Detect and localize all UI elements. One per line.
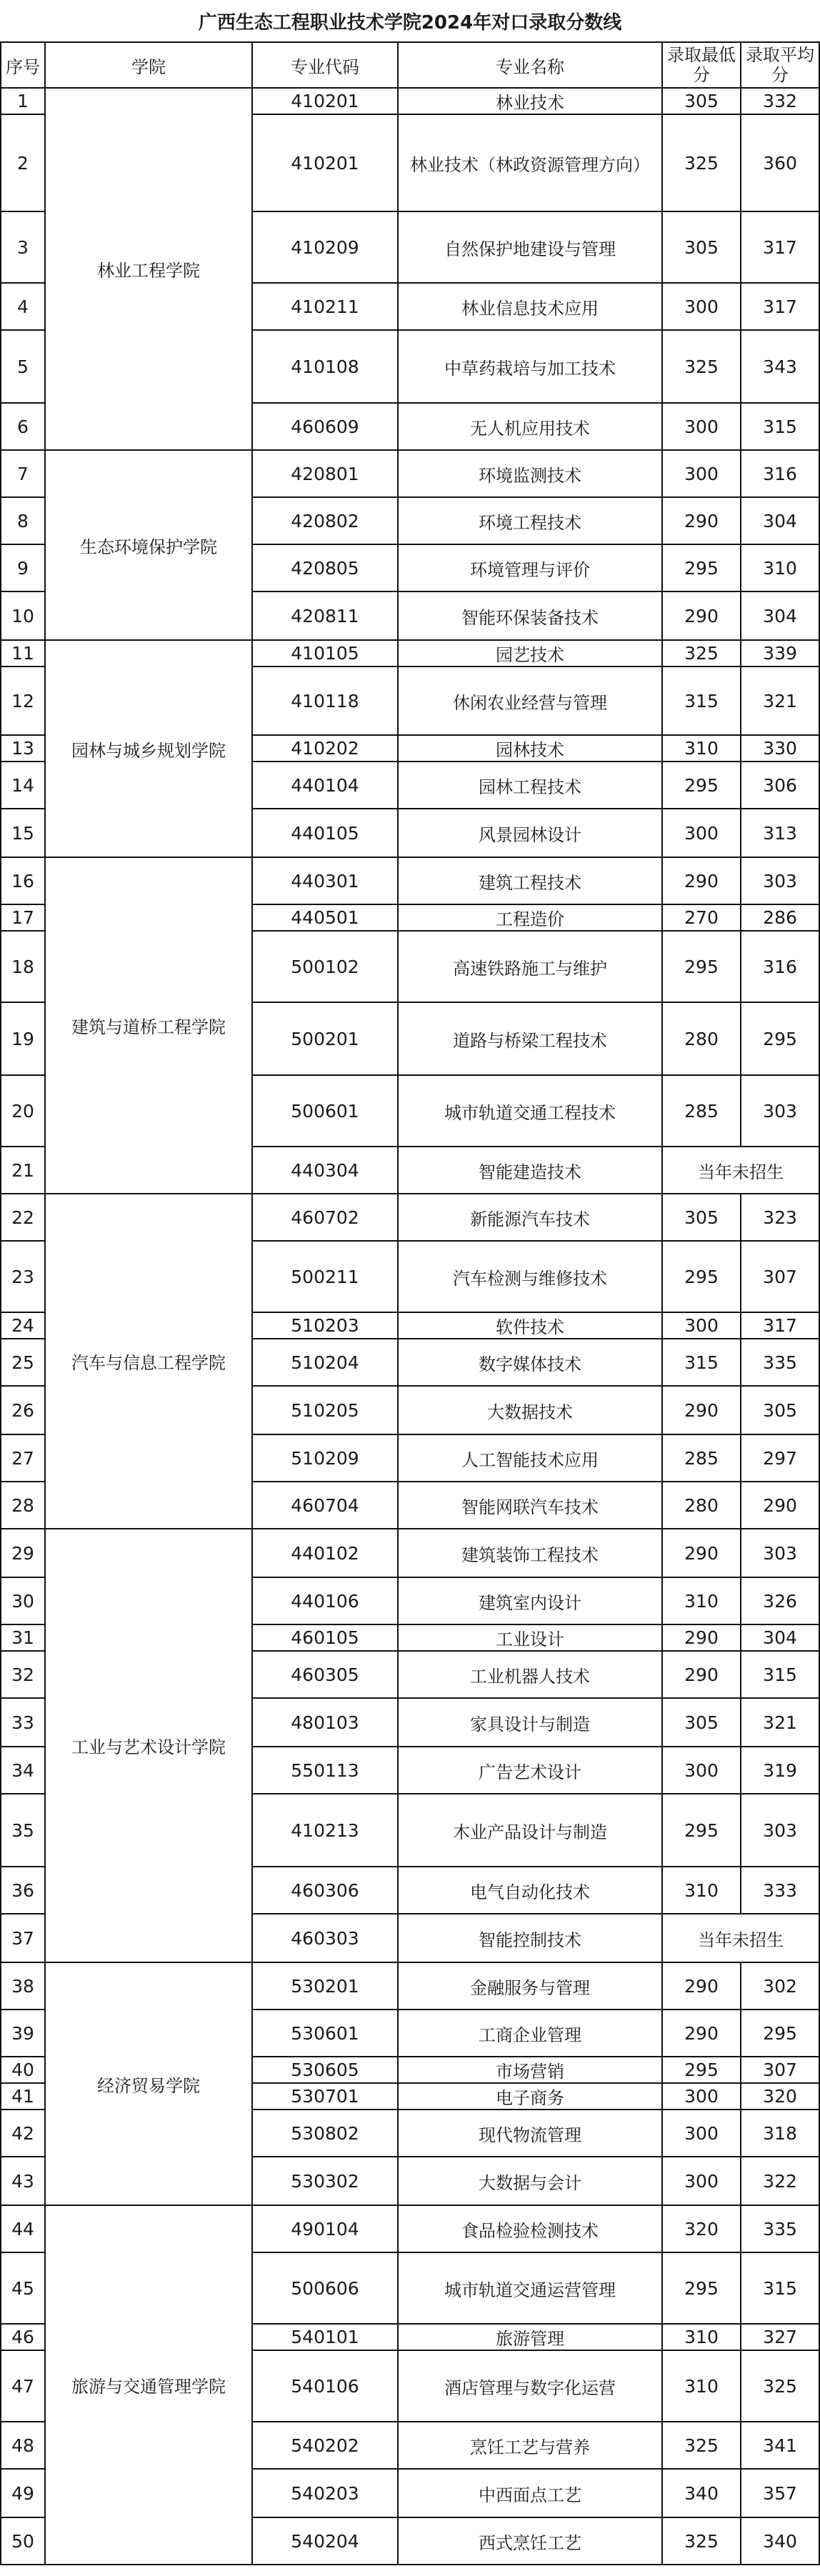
avg-score: 317 [741, 283, 819, 330]
min-score: 295 [662, 2057, 741, 2083]
major-code: 540204 [252, 2517, 398, 2565]
avg-score: 303 [741, 1529, 819, 1577]
min-score: 300 [662, 450, 741, 497]
major-code: 500211 [252, 1241, 398, 1312]
major-name: 酒店管理与数字化运营 [398, 2350, 662, 2422]
row-index: 50 [1, 2517, 45, 2565]
min-score: 285 [662, 1434, 741, 1482]
major-name: 智能建造技术 [398, 1147, 662, 1194]
avg-score: 326 [741, 1577, 819, 1624]
major-name: 电气自动化技术 [398, 1867, 662, 1914]
header-code: 专业代码 [252, 42, 398, 88]
college-name: 林业工程学院 [45, 88, 252, 450]
row-index: 30 [1, 1577, 45, 1624]
row-index: 6 [1, 403, 45, 450]
avg-score: 303 [741, 1794, 819, 1867]
row-index: 47 [1, 2350, 45, 2422]
major-code: 440501 [252, 904, 398, 931]
major-name: 大数据与会计 [398, 2157, 662, 2205]
major-code: 410209 [252, 211, 398, 283]
min-score: 295 [662, 2252, 741, 2324]
avg-score: 320 [741, 2083, 819, 2110]
min-score: 290 [662, 1624, 741, 1651]
avg-score: 315 [741, 1651, 819, 1698]
row-index: 46 [1, 2324, 45, 2350]
min-score: 295 [662, 1241, 741, 1312]
major-code: 500201 [252, 1002, 398, 1075]
table-body [1, 88, 819, 2565]
major-code: 510204 [252, 1339, 398, 1386]
header-major: 专业名称 [398, 42, 662, 88]
header-avg-score: 录取平均分 [741, 42, 819, 88]
major-name: 金融服务与管理 [398, 1962, 662, 2010]
row-index: 48 [1, 2422, 45, 2469]
table-row [1, 857, 819, 904]
avg-score: 295 [741, 2010, 819, 2057]
major-code: 460305 [252, 1651, 398, 1698]
row-index: 33 [1, 1698, 45, 1747]
major-name: 林业技术 [398, 88, 662, 114]
avg-score: 319 [741, 1747, 819, 1794]
title-row [1, 0, 819, 42]
avg-score: 310 [741, 544, 819, 591]
min-score: 290 [662, 1386, 741, 1434]
major-name: 电子商务 [398, 2083, 662, 2110]
avg-score: 325 [741, 2350, 819, 2422]
min-score: 295 [662, 931, 741, 1002]
row-index: 19 [1, 1002, 45, 1075]
min-score: 340 [662, 2469, 741, 2517]
major-code: 410105 [252, 640, 398, 667]
row-index: 39 [1, 2010, 45, 2057]
major-name: 环境管理与评价 [398, 544, 662, 591]
major-code: 530201 [252, 1962, 398, 2010]
avg-score: 304 [741, 497, 819, 544]
major-code: 440106 [252, 1577, 398, 1624]
row-index: 7 [1, 450, 45, 497]
major-code: 420802 [252, 497, 398, 544]
row-index: 45 [1, 2252, 45, 2324]
major-name: 城市轨道交通运营管理 [398, 2252, 662, 2324]
major-name: 城市轨道交通工程技术 [398, 1075, 662, 1147]
major-name: 智能网联汽车技术 [398, 1482, 662, 1529]
row-index: 10 [1, 591, 45, 640]
min-score: 305 [662, 211, 741, 283]
major-code: 500102 [252, 931, 398, 1002]
major-code: 420811 [252, 591, 398, 640]
major-code: 540101 [252, 2324, 398, 2350]
row-index: 15 [1, 809, 45, 857]
avg-score: 307 [741, 1241, 819, 1312]
major-name: 市场营销 [398, 2057, 662, 2083]
min-score: 320 [662, 2205, 741, 2252]
major-name: 风景园林设计 [398, 809, 662, 857]
avg-score: 305 [741, 1386, 819, 1434]
row-index: 31 [1, 1624, 45, 1651]
major-name: 林业技术（林政资源管理方向） [398, 114, 662, 211]
major-name: 工业设计 [398, 1624, 662, 1651]
avg-score: 302 [741, 1962, 819, 2010]
row-index: 35 [1, 1794, 45, 1867]
row-index: 27 [1, 1434, 45, 1482]
major-code: 530605 [252, 2057, 398, 2083]
row-index: 3 [1, 211, 45, 283]
row-index: 12 [1, 667, 45, 735]
table-row [1, 640, 819, 667]
avg-score: 357 [741, 2469, 819, 2517]
table-row [1, 1529, 819, 1577]
not-enrolled-note: 当年未招生 [662, 1147, 819, 1194]
major-code: 530701 [252, 2083, 398, 2110]
avg-score: 304 [741, 591, 819, 640]
major-name: 新能源汽车技术 [398, 1194, 662, 1241]
major-name: 环境监测技术 [398, 450, 662, 497]
min-score: 325 [662, 330, 741, 403]
min-score: 300 [662, 2083, 741, 2110]
major-code: 420805 [252, 544, 398, 591]
major-code: 410213 [252, 1794, 398, 1867]
avg-score: 290 [741, 1482, 819, 1529]
major-code: 510205 [252, 1386, 398, 1434]
major-name: 休闲农业经营与管理 [398, 667, 662, 735]
min-score: 290 [662, 1529, 741, 1577]
row-index: 18 [1, 931, 45, 1002]
min-score: 300 [662, 809, 741, 857]
row-index: 34 [1, 1747, 45, 1794]
header-index: 序号 [1, 42, 45, 88]
row-index: 42 [1, 2110, 45, 2157]
avg-score: 321 [741, 1698, 819, 1747]
min-score: 290 [662, 497, 741, 544]
major-name: 中西面点工艺 [398, 2469, 662, 2517]
min-score: 310 [662, 1867, 741, 1914]
major-name: 大数据技术 [398, 1386, 662, 1434]
major-code: 440304 [252, 1147, 398, 1194]
min-score: 295 [662, 1794, 741, 1867]
row-index: 21 [1, 1147, 45, 1194]
avg-score: 343 [741, 330, 819, 403]
major-code: 440301 [252, 857, 398, 904]
header-college: 学院 [45, 42, 252, 88]
avg-score: 306 [741, 762, 819, 809]
table-row [1, 2205, 819, 2252]
major-code: 510209 [252, 1434, 398, 1482]
major-code: 440105 [252, 809, 398, 857]
min-score: 290 [662, 2010, 741, 2057]
avg-score: 303 [741, 857, 819, 904]
min-score: 310 [662, 2350, 741, 2422]
major-code: 420801 [252, 450, 398, 497]
min-score: 300 [662, 403, 741, 450]
major-name: 智能环保装备技术 [398, 591, 662, 640]
row-index: 37 [1, 1914, 45, 1962]
avg-score: 315 [741, 403, 819, 450]
major-name: 软件技术 [398, 1312, 662, 1339]
min-score: 280 [662, 1002, 741, 1075]
major-name: 智能控制技术 [398, 1914, 662, 1962]
min-score: 300 [662, 1747, 741, 1794]
major-code: 490104 [252, 2205, 398, 2252]
min-score: 305 [662, 88, 741, 114]
major-code: 460303 [252, 1914, 398, 1962]
row-index: 23 [1, 1241, 45, 1312]
avg-score: 327 [741, 2324, 819, 2350]
major-name: 工商企业管理 [398, 2010, 662, 2057]
major-name: 高速铁路施工与维护 [398, 931, 662, 1002]
major-code: 410202 [252, 735, 398, 762]
major-code: 530302 [252, 2157, 398, 2205]
major-code: 510203 [252, 1312, 398, 1339]
min-score: 270 [662, 904, 741, 931]
avg-score: 330 [741, 735, 819, 762]
avg-score: 307 [741, 2057, 819, 2083]
major-code: 440104 [252, 762, 398, 809]
major-code: 460306 [252, 1867, 398, 1914]
min-score: 310 [662, 1577, 741, 1624]
header-row [1, 42, 819, 88]
major-name: 数字媒体技术 [398, 1339, 662, 1386]
major-name: 西式烹饪工艺 [398, 2517, 662, 2565]
min-score: 315 [662, 1339, 741, 1386]
row-index: 49 [1, 2469, 45, 2517]
avg-score: 286 [741, 904, 819, 931]
table-row [1, 1962, 819, 2010]
row-index: 25 [1, 1339, 45, 1386]
college-name: 园林与城乡规划学院 [45, 640, 252, 857]
avg-score: 295 [741, 1002, 819, 1075]
row-index: 4 [1, 283, 45, 330]
avg-score: 304 [741, 1624, 819, 1651]
row-index: 32 [1, 1651, 45, 1698]
major-code: 410108 [252, 330, 398, 403]
min-score: 310 [662, 2324, 741, 2350]
major-code: 410211 [252, 283, 398, 330]
major-name: 林业信息技术应用 [398, 283, 662, 330]
major-name: 园林工程技术 [398, 762, 662, 809]
avg-score: 335 [741, 1339, 819, 1386]
min-score: 290 [662, 591, 741, 640]
major-code: 550113 [252, 1747, 398, 1794]
row-index: 38 [1, 1962, 45, 2010]
min-score: 300 [662, 2110, 741, 2157]
major-name: 人工智能技术应用 [398, 1434, 662, 1482]
min-score: 310 [662, 735, 741, 762]
row-index: 17 [1, 904, 45, 931]
avg-score: 315 [741, 2252, 819, 2324]
avg-score: 303 [741, 1075, 819, 1147]
avg-score: 317 [741, 1312, 819, 1339]
major-code: 500601 [252, 1075, 398, 1147]
min-score: 325 [662, 640, 741, 667]
row-index: 8 [1, 497, 45, 544]
min-score: 315 [662, 667, 741, 735]
major-code: 480103 [252, 1698, 398, 1747]
min-score: 290 [662, 1651, 741, 1698]
major-name: 建筑室内设计 [398, 1577, 662, 1624]
major-code: 460609 [252, 403, 398, 450]
major-name: 无人机应用技术 [398, 403, 662, 450]
college-name: 生态环境保护学院 [45, 450, 252, 640]
major-name: 食品检验检测技术 [398, 2205, 662, 2252]
min-score: 295 [662, 544, 741, 591]
header-min-score: 录取最低分 [662, 42, 741, 88]
avg-score: 339 [741, 640, 819, 667]
college-name: 汽车与信息工程学院 [45, 1194, 252, 1529]
major-code: 460105 [252, 1624, 398, 1651]
row-index: 40 [1, 2057, 45, 2083]
major-name: 中草药栽培与加工技术 [398, 330, 662, 403]
avg-score: 322 [741, 2157, 819, 2205]
row-index: 36 [1, 1867, 45, 1914]
major-name: 家具设计与制造 [398, 1698, 662, 1747]
table-row [1, 1194, 819, 1241]
row-index: 28 [1, 1482, 45, 1529]
table-row [1, 450, 819, 497]
min-score: 325 [662, 114, 741, 211]
min-score: 290 [662, 857, 741, 904]
major-name: 园林技术 [398, 735, 662, 762]
avg-score: 297 [741, 1434, 819, 1482]
row-index: 41 [1, 2083, 45, 2110]
row-index: 26 [1, 1386, 45, 1434]
avg-score: 318 [741, 2110, 819, 2157]
row-index: 1 [1, 88, 45, 114]
major-name: 自然保护地建设与管理 [398, 211, 662, 283]
college-name: 建筑与道桥工程学院 [45, 857, 252, 1194]
college-name: 经济贸易学院 [45, 1962, 252, 2205]
avg-score: 317 [741, 211, 819, 283]
row-index: 14 [1, 762, 45, 809]
major-code: 410201 [252, 114, 398, 211]
major-code: 410201 [252, 88, 398, 114]
major-name: 工业机器人技术 [398, 1651, 662, 1698]
row-index: 13 [1, 735, 45, 762]
major-code: 540203 [252, 2469, 398, 2517]
row-index: 16 [1, 857, 45, 904]
major-name: 现代物流管理 [398, 2110, 662, 2157]
major-code: 500606 [252, 2252, 398, 2324]
avg-score: 335 [741, 2205, 819, 2252]
row-index: 29 [1, 1529, 45, 1577]
major-name: 道路与桥梁工程技术 [398, 1002, 662, 1075]
avg-score: 316 [741, 931, 819, 1002]
college-name: 旅游与交通管理学院 [45, 2205, 252, 2565]
min-score: 325 [662, 2422, 741, 2469]
major-name: 汽车检测与维修技术 [398, 1241, 662, 1312]
major-code: 530802 [252, 2110, 398, 2157]
major-name: 工程造价 [398, 904, 662, 931]
major-name: 园艺技术 [398, 640, 662, 667]
major-code: 540106 [252, 2350, 398, 2422]
min-score: 280 [662, 1482, 741, 1529]
row-index: 43 [1, 2157, 45, 2205]
avg-score: 316 [741, 450, 819, 497]
avg-score: 341 [741, 2422, 819, 2469]
major-name: 建筑装饰工程技术 [398, 1529, 662, 1577]
table-row [1, 88, 819, 114]
min-score: 285 [662, 1075, 741, 1147]
row-index: 22 [1, 1194, 45, 1241]
min-score: 325 [662, 2517, 741, 2565]
row-index: 9 [1, 544, 45, 591]
min-score: 305 [662, 1194, 741, 1241]
row-index: 44 [1, 2205, 45, 2252]
major-code: 440102 [252, 1529, 398, 1577]
avg-score: 313 [741, 809, 819, 857]
min-score: 300 [662, 1312, 741, 1339]
major-name: 建筑工程技术 [398, 857, 662, 904]
not-enrolled-note: 当年未招生 [662, 1914, 819, 1962]
row-index: 2 [1, 114, 45, 211]
major-code: 460702 [252, 1194, 398, 1241]
major-code: 410118 [252, 667, 398, 735]
major-name: 旅游管理 [398, 2324, 662, 2350]
row-index: 5 [1, 330, 45, 403]
major-name: 木业产品设计与制造 [398, 1794, 662, 1867]
avg-score: 321 [741, 667, 819, 735]
avg-score: 323 [741, 1194, 819, 1241]
row-index: 24 [1, 1312, 45, 1339]
min-score: 305 [662, 1698, 741, 1747]
row-index: 20 [1, 1075, 45, 1147]
min-score: 295 [662, 762, 741, 809]
major-code: 540202 [252, 2422, 398, 2469]
college-name: 工业与艺术设计学院 [45, 1529, 252, 1962]
row-index: 11 [1, 640, 45, 667]
avg-score: 333 [741, 1867, 819, 1914]
avg-score: 340 [741, 2517, 819, 2565]
avg-score: 332 [741, 88, 819, 114]
min-score: 300 [662, 2157, 741, 2205]
avg-score: 360 [741, 114, 819, 211]
major-name: 烹饪工艺与营养 [398, 2422, 662, 2469]
major-name: 环境工程技术 [398, 497, 662, 544]
page-title: 广西生态工程职业技术学院2024年对口录取分数线 [1, 0, 819, 42]
major-name: 广告艺术设计 [398, 1747, 662, 1794]
min-score: 290 [662, 1962, 741, 2010]
major-code: 460704 [252, 1482, 398, 1529]
min-score: 300 [662, 283, 741, 330]
major-code: 530601 [252, 2010, 398, 2057]
